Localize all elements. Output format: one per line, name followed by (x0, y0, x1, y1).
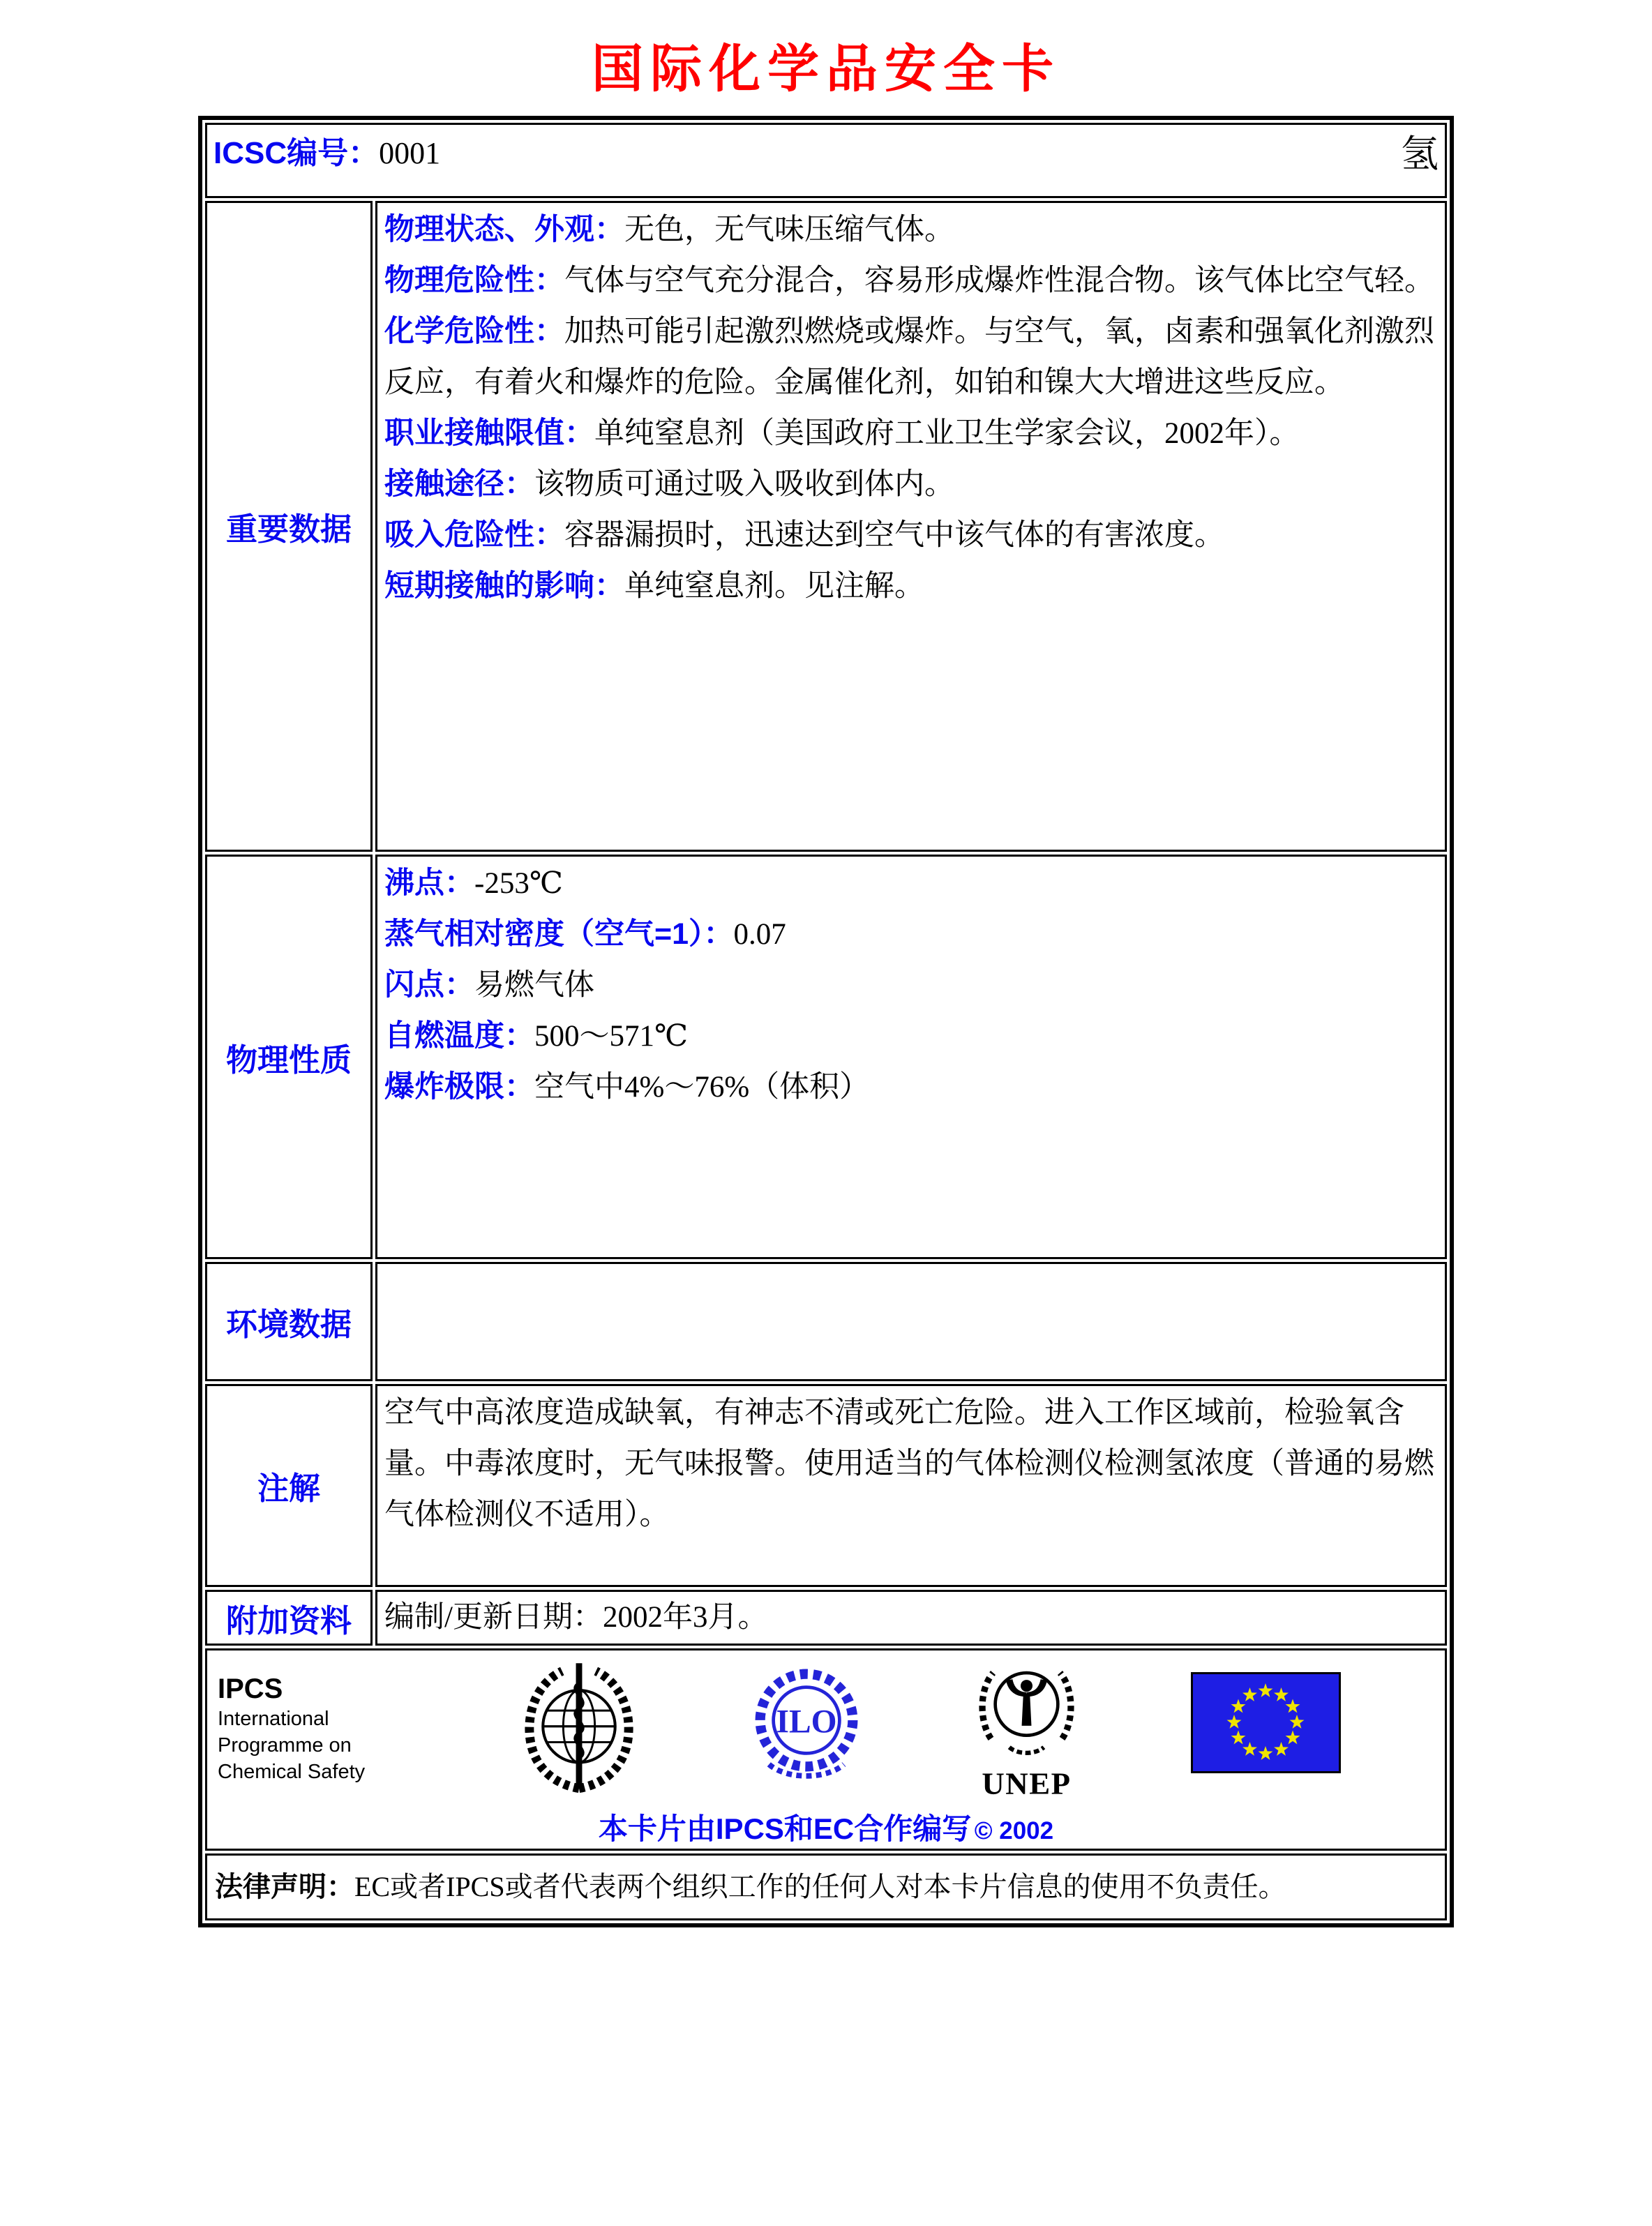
important-data-content-cell (375, 201, 1447, 852)
logos-cell (205, 1648, 1447, 1851)
eu-flag-icon (1191, 1672, 1341, 1773)
ipcs-subtitle-line-2: Programme on (218, 1734, 352, 1757)
important-data-label-cell (205, 201, 373, 852)
ipcs-title: IPCS (218, 1674, 283, 1704)
ipcs-subtitle-line-1: International (218, 1708, 329, 1730)
section-label-notes: 注解 (257, 1471, 320, 1506)
cooperation-caption (208, 1806, 1444, 1848)
header-row (205, 123, 1447, 198)
ilo-letters: ILO (776, 1704, 837, 1740)
section-label-additional-info: 附加资料 (225, 1602, 352, 1639)
field-notes-text: 空气中高浓度造成缺氧，有神志不清或死亡危险。进入工作区域前，检验氧含量。中毒浓度时，无气味报警。使用适当的气体检测仪检测氢浓度（普通的易燃气体检测仪不适用）。 (384, 1397, 1434, 1531)
notes-row (205, 1384, 1447, 1587)
icsc-number-group (213, 133, 440, 174)
environmental-data-row (205, 1262, 1447, 1381)
field-chemical-hazards: 化学危险性：加热可能引起激烈燃烧或爆炸。与空气，氧，卤素和强氧化剂激烈反应，有着火和爆炸的危险。金属催化剂，如铂和镍大大增进这些反应。 (384, 315, 1434, 399)
copyright-text: © 2002 (974, 1817, 1054, 1844)
additional-info-row (205, 1590, 1447, 1646)
environmental-data-label-cell (205, 1262, 373, 1381)
legal-inner (208, 1856, 1444, 1918)
legal-row (205, 1853, 1447, 1920)
legal-cell (205, 1853, 1447, 1920)
unep-letters: UNEP (981, 1766, 1072, 1799)
field-vapor-relative-density: 蒸气相对密度（空气=1）：0.07 (384, 917, 786, 951)
chemical-name: 氢 (1401, 133, 1439, 175)
environmental-data-content-cell (375, 1262, 1447, 1381)
header-inner (208, 126, 1444, 194)
icsc-number-value: 0001 (379, 136, 441, 170)
notes-label-cell (205, 1384, 373, 1587)
field-occupational-exposure-limits: 职业接触限值：单纯窒息剂（美国政府工业卫生学家会议，2002年）。 (384, 416, 1300, 450)
section-label-important-data: 重要数据 (225, 511, 352, 547)
section-label-environmental-data: 环境数据 (225, 1307, 352, 1342)
physical-properties-row (205, 855, 1447, 1259)
page-title: 国际化学品安全卡 (592, 40, 1060, 98)
notes-content-cell (375, 1384, 1447, 1587)
field-boiling-point: 沸点：-253℃ (384, 866, 563, 900)
logos-strip (208, 1651, 1444, 1805)
ipcs-subtitle-line-3: Chemical Safety (218, 1761, 366, 1783)
legal-notice-text: EC或者IPCS或者代表两个组织工作的任何人对本卡片信息的使用不负责任。 (354, 1871, 1286, 1902)
physical-properties-content-cell (375, 855, 1447, 1259)
field-routes-of-exposure: 接触途径：该物质可通过吸入吸收到体内。 (384, 467, 954, 501)
cooperation-caption-text: 本卡片由IPCS和EC合作编写 (598, 1812, 972, 1845)
field-inhalation-risk: 吸入危险性：容器漏损时，迅速达到空气中该气体的有害浓度。 (384, 518, 1224, 552)
legal-notice-label: 法律声明： (215, 1872, 354, 1902)
field-physical-hazards: 物理危险性：气体与空气充分混合，容易形成爆炸性混合物。该气体比空气轻。 (384, 264, 1434, 297)
ilo-logo-icon (751, 1665, 862, 1789)
important-data-row (205, 201, 1447, 852)
section-label-physical-properties: 物理性质 (225, 1041, 352, 1078)
header-cell (205, 123, 1447, 198)
field-short-term-exposure-effects: 短期接触的影响：单纯窒息剂。见注解。 (384, 569, 924, 603)
ipcs-text-block (218, 1661, 406, 1785)
field-flash-point: 闪点：易燃气体 (384, 968, 594, 1002)
field-explosive-limits: 爆炸极限：空气中4%～76%（体积） (384, 1070, 870, 1104)
icsc-number-label: ICSC编号： (213, 136, 380, 170)
physical-properties-label-cell (205, 855, 373, 1259)
field-prepared-updated-date: 编制/更新日期：2002年3月。 (384, 1601, 768, 1634)
additional-info-content-cell (375, 1590, 1447, 1646)
who-logo-icon (517, 1661, 641, 1796)
field-autoignition-temperature: 自燃温度：500～571℃ (384, 1019, 689, 1053)
icsc-table (198, 116, 1454, 1927)
field-physical-state-appearance: 物理状态、外观：无色，无气味压缩气体。 (384, 213, 954, 246)
additional-info-label-cell (205, 1590, 373, 1646)
unep-logo-icon (973, 1661, 1081, 1799)
logos-row (205, 1648, 1447, 1851)
